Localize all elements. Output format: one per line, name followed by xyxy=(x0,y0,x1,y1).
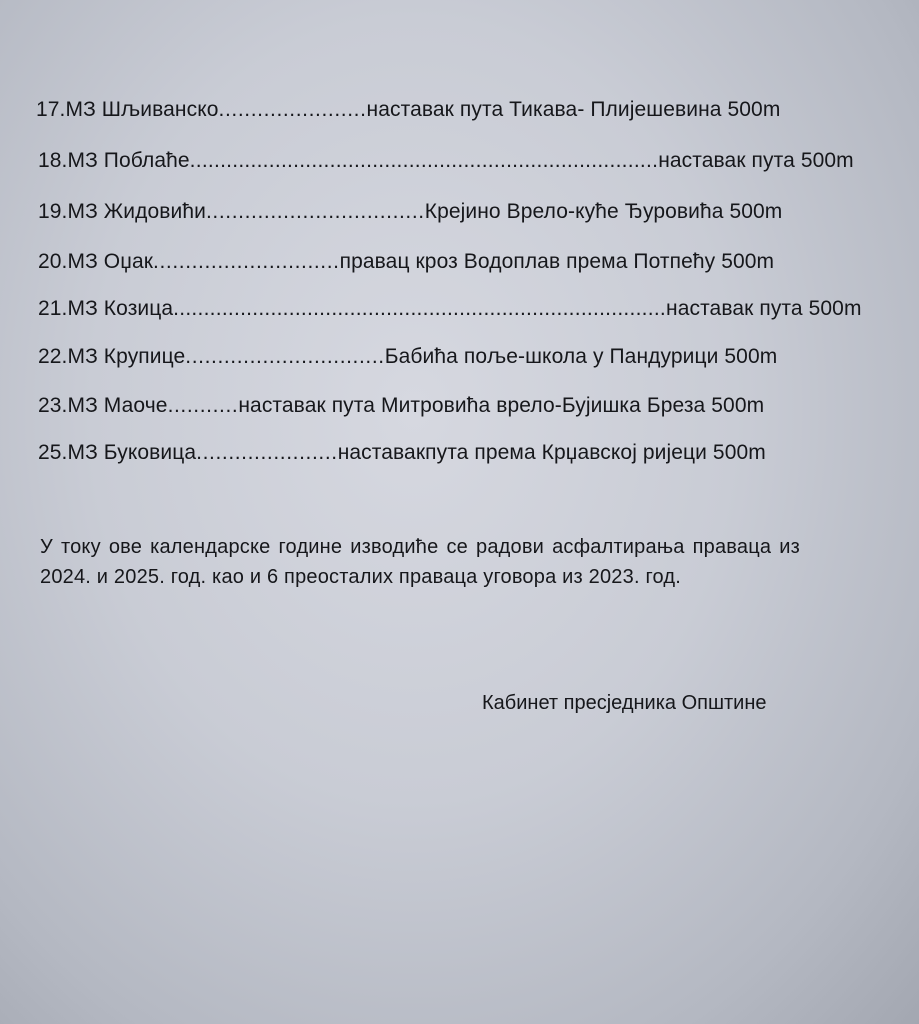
item-number: 23. xyxy=(38,394,68,417)
item-number: 18. xyxy=(38,149,68,172)
list-item xyxy=(38,296,862,322)
item-leader-dots: ....................... xyxy=(218,98,367,121)
list-item xyxy=(36,97,780,123)
item-leader-dots: .................................. xyxy=(205,200,425,223)
item-number: 22. xyxy=(38,345,68,368)
item-community: МЗ Оџак xyxy=(67,250,154,273)
item-description: наставак пута Тикава- Плијешевина 500m xyxy=(366,98,781,121)
item-community: МЗ Крупице xyxy=(67,345,186,368)
item-number: 25. xyxy=(38,441,68,464)
list-item xyxy=(38,393,764,419)
road-works-list xyxy=(0,0,919,480)
item-number: 17. xyxy=(36,98,66,121)
list-item xyxy=(38,199,782,225)
item-description: правац кроз Водоплав према Потпећу 500m xyxy=(339,250,775,273)
item-leader-dots: ...................... xyxy=(196,441,338,464)
item-description: Бабића поље-школа у Пандурици 500m xyxy=(384,345,778,368)
item-community: МЗ Жидовићи xyxy=(67,200,206,223)
signature-line: Кабинет пресједника Општине xyxy=(482,692,767,714)
item-description: наставак пута 500m xyxy=(658,149,854,172)
item-community: МЗ Козица xyxy=(67,297,174,320)
item-number: 21. xyxy=(38,297,68,320)
item-leader-dots: ........... xyxy=(167,394,239,417)
list-item xyxy=(38,249,774,275)
item-description: наставак пута Митровића врело-Бујишка Бреза 500m xyxy=(238,394,765,417)
item-leader-dots: ................................................................................. xyxy=(173,297,666,320)
item-number: 20. xyxy=(38,250,68,273)
item-leader-dots: ............................................................................. xyxy=(189,149,659,172)
notice-paragraph: У току ове календарске године изводиће се радови асфалтирања праваца из 2024. и 2025. год. као и 6 преосталих праваца уговора из 2023. год. xyxy=(40,536,800,588)
item-description: Крејино Врело-куће Ђуровића 500m xyxy=(424,200,783,223)
item-community: МЗ Буковица xyxy=(67,441,197,464)
item-description: наставакпута према Крџавској ријеци 500m xyxy=(337,441,766,464)
item-leader-dots: ............................. xyxy=(153,250,340,273)
item-number: 19. xyxy=(38,200,68,223)
item-community: МЗ Шљиванско xyxy=(65,98,219,121)
item-leader-dots: ............................... xyxy=(185,345,385,368)
item-community: МЗ Маоче xyxy=(67,394,168,417)
list-item xyxy=(38,148,854,174)
item-community: МЗ Поблаће xyxy=(67,149,190,172)
item-description: наставак пута 500m xyxy=(666,297,862,320)
list-item xyxy=(38,344,777,370)
list-item xyxy=(38,440,766,466)
